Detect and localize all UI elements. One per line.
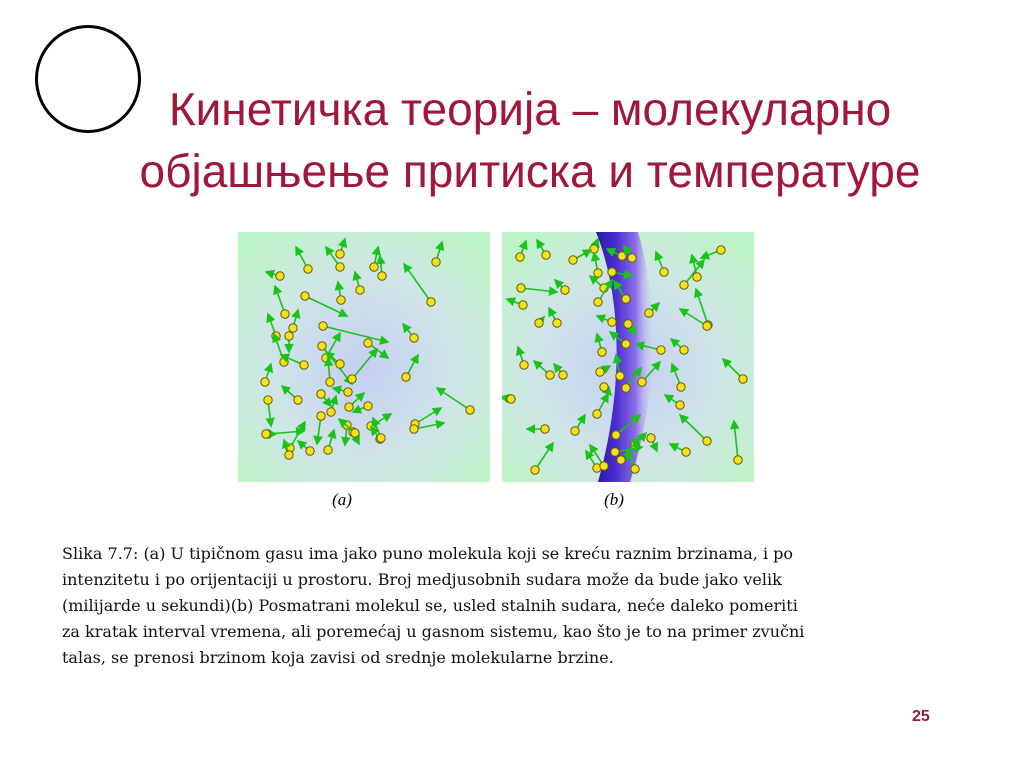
molecule <box>617 456 625 464</box>
molecule <box>676 401 684 409</box>
molecule <box>657 346 665 354</box>
molecule <box>318 342 326 350</box>
molecule <box>345 403 353 411</box>
panel-a-background <box>238 232 490 482</box>
title-line-1: Кинетичка теорија – молекуларно <box>168 83 892 135</box>
molecule <box>624 320 632 328</box>
molecule <box>356 286 364 294</box>
molecule <box>348 375 356 383</box>
molecule <box>680 281 688 289</box>
molecule <box>608 318 616 326</box>
molecule <box>378 272 386 280</box>
molecule <box>598 348 606 356</box>
figure-label-b: (b) <box>604 490 624 509</box>
caption-line-3: (milijarde u sekundi)(b) Posmatrani molekul se, usled stalnih sudara, neće daleko pomeriti <box>62 596 798 615</box>
molecule <box>569 256 577 264</box>
molecule <box>364 339 372 347</box>
page-number: 25 <box>912 708 930 725</box>
molecule <box>364 402 372 410</box>
molecule <box>327 408 335 416</box>
caption-line-2: intenzitetu i po orijentaciji u prostoru. Broj medjusobnih sudara može da bude jako velik <box>62 570 782 589</box>
title-line-2: објашњење притиска и температуре <box>139 145 921 197</box>
molecule <box>351 429 359 437</box>
molecule <box>336 360 344 368</box>
molecule <box>410 334 418 342</box>
molecule <box>276 272 284 280</box>
slide-title <box>90 78 970 202</box>
molecule <box>622 340 630 348</box>
molecule <box>517 284 525 292</box>
molecule <box>593 410 601 418</box>
molecule <box>367 422 375 430</box>
molecule <box>285 332 293 340</box>
molecule <box>336 263 344 271</box>
molecule <box>324 446 332 454</box>
caption-line-1: Slika 7.7: (a) U tipičnom gasu ima jako puno molekula koji se kreću raznim brzinama, i po <box>62 544 794 563</box>
molecule <box>300 361 308 369</box>
molecule <box>660 268 668 276</box>
molecule <box>680 346 688 354</box>
gas-molecules-diagram-b <box>502 232 754 482</box>
molecule <box>301 292 309 300</box>
molecule <box>516 253 524 261</box>
caption-line-5: talas, se prenosi brzinom koja zavisi od srednje molekularne brzine. <box>62 648 614 667</box>
molecule <box>541 425 549 433</box>
molecule <box>561 286 569 294</box>
molecule <box>645 309 653 317</box>
molecule <box>703 437 711 445</box>
molecule <box>294 396 302 404</box>
caption-line-4: za kratak interval vremena, ali poremećaj u gasnom sistemu, kao što je to na primer zvučni <box>62 622 805 641</box>
molecule <box>734 456 742 464</box>
molecule <box>377 434 385 442</box>
molecule <box>285 451 293 459</box>
molecule <box>608 268 616 276</box>
molecule <box>571 427 579 435</box>
molecule <box>337 296 345 304</box>
molecule <box>611 448 619 456</box>
molecule <box>553 319 561 327</box>
molecule <box>317 390 325 398</box>
molecule <box>622 295 630 303</box>
molecule <box>559 371 567 379</box>
molecule <box>594 269 602 277</box>
molecule <box>427 298 435 306</box>
figure-label-a: (a) <box>332 490 352 509</box>
molecule <box>326 378 334 386</box>
molecule <box>520 361 528 369</box>
molecule <box>535 319 543 327</box>
molecule <box>261 378 269 386</box>
figure-panel-a <box>238 232 490 482</box>
molecule <box>600 462 608 470</box>
molecule <box>739 375 747 383</box>
molecule <box>432 258 440 266</box>
molecule <box>370 263 378 271</box>
molecule <box>600 383 608 391</box>
molecule <box>281 310 289 318</box>
molecule <box>264 396 272 404</box>
figure-caption <box>62 541 942 671</box>
molecule <box>677 383 685 391</box>
molecule <box>590 245 598 253</box>
molecule <box>306 447 314 455</box>
molecule <box>682 448 690 456</box>
molecule <box>344 388 352 396</box>
molecule <box>594 298 602 306</box>
molecule <box>304 265 312 273</box>
molecule <box>466 406 474 414</box>
gas-molecules-diagram-a <box>238 232 490 482</box>
figure-panel-b <box>502 232 754 482</box>
molecule <box>631 465 639 473</box>
molecule <box>596 368 604 376</box>
molecule <box>618 252 626 260</box>
molecule <box>647 434 655 442</box>
molecule <box>546 371 554 379</box>
molecule <box>531 466 539 474</box>
molecule <box>519 301 527 309</box>
molecule <box>319 322 327 330</box>
molecule <box>317 412 325 420</box>
molecule <box>717 246 725 254</box>
molecule <box>622 384 630 392</box>
molecule <box>612 431 620 439</box>
molecule <box>410 425 418 433</box>
molecule <box>336 250 344 258</box>
molecule <box>638 378 646 386</box>
molecule <box>628 254 636 262</box>
molecule <box>542 251 550 259</box>
molecule <box>402 373 410 381</box>
molecule <box>693 273 701 281</box>
molecule <box>507 395 515 403</box>
molecule <box>289 324 297 332</box>
molecule <box>703 322 711 330</box>
molecule <box>280 358 288 366</box>
molecule <box>616 372 624 380</box>
molecule <box>262 430 270 438</box>
